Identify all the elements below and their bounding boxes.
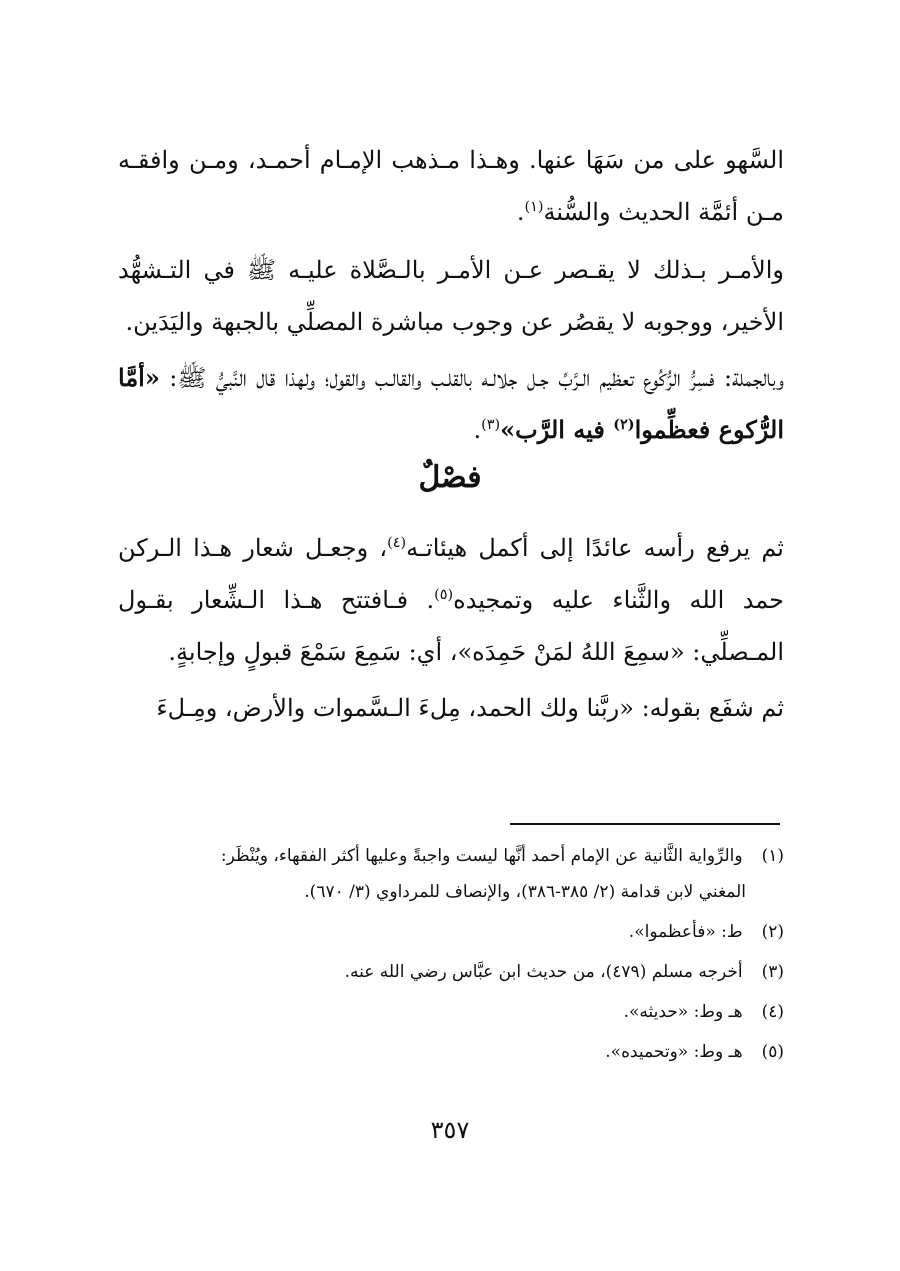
footnote-3 xyxy=(118,954,784,990)
footnote-text: ط: «فأعظموا». xyxy=(628,922,743,942)
page-number: ٣٥٧ xyxy=(430,1116,470,1144)
footnote-number: (٥) xyxy=(761,1042,784,1062)
paragraph-5: ثم شفَع بقوله: «ربَّنا ولك الحمد، مِلءَ الـسَّموات والأرض، ومِـلءَ xyxy=(156,694,784,722)
footnote-number: (٣) xyxy=(761,962,784,982)
footnote-ref-3: (٣) xyxy=(481,417,501,433)
footnote-text: هـ وط: «وتحميده». xyxy=(605,1042,743,1062)
footnote-2 xyxy=(118,914,784,950)
footnote-5 xyxy=(118,1034,784,1070)
footnote-ref-5: (٥) xyxy=(434,587,454,603)
footnote-1 xyxy=(118,838,784,910)
footnote-4 xyxy=(118,994,784,1030)
footnote-ref-2: (٢) xyxy=(613,416,635,433)
footnote-number: (٢) xyxy=(761,922,784,942)
footnote-ref-1: (١) xyxy=(524,199,544,215)
hadith-quote: «أمَّا الرُّكوع فعظِّموا$^{(٢)}$ فيه الرَّب» xyxy=(118,363,784,444)
footnote-number: (١) xyxy=(761,846,784,866)
footnote-separator xyxy=(510,823,780,825)
footnote-text: والرِّواية الثَّانية عن الإمام أحمد أنَّها ليست واجبةً وعليها أكثر الفقهاء، ويُنْظَر: xyxy=(220,846,743,866)
footnote-text: أخرجه مسلم (٤٧٩)، من حديث ابن عبَّاس رضي الله عنه. xyxy=(344,962,743,982)
paragraph-1: السَّهو على من سَهَا عنها. وهـذا مـذهب الإمـام أحمـد، ومـن وافقـه مـن أئمَّة الحديث والسُّنة$^{(١)}$. xyxy=(118,146,784,226)
paragraph-4: ثم يرفع رأسه عائدًا إلى أكمل هيئاتـه$^{(٤)}$، وجعـل شعار هـذا الـركن حمد الله والثَّناء عليه وتمجيده$^{(٥)}$. فـافتتح هـذا الـشِّعار بقـول المـصلِّي: «سمِعَ اللهُ لمَنْ حَمِدَه»، أي: سَمِعَ سَمْعَ قبولٍ وإجابةٍ. xyxy=(118,534,784,666)
footnote-text-cont: المغني لابن قدامة (٢/ ٣٨٥-٣٨٦)، والإنصاف للمرداوي (٣/ ٦٧٠). xyxy=(304,882,746,902)
footnote-text: هـ وط: «حديثه». xyxy=(623,1002,743,1022)
section-heading: فصْلٌ xyxy=(418,460,482,495)
footnote-number: (٤) xyxy=(761,1002,784,1022)
paragraph-2: والأمـر بـذلك لا يقـصر عـن الأمـر بالـصَّلاة عليـه ﷺ في التـشهُّد الأخير، ووجوبه لا يقصُر عن وجوب مباشرة المصلِّي بالجبهة واليَدَين. xyxy=(118,256,784,336)
footnote-ref-4: (٤) xyxy=(387,535,407,551)
paragraph-3: وبالجملة: فسِرُّ الرُّكُوع تعظيم الـرَّبِّ جـل جلالـه بالقلـب والقالـب والقول؛ ولهذا قال النَّبيُّ ﷺ: «أمَّا الرُّكوع فعظِّموا$^{(٢)}$ فيه الرَّب»$^{(٣)}$. xyxy=(118,363,784,444)
